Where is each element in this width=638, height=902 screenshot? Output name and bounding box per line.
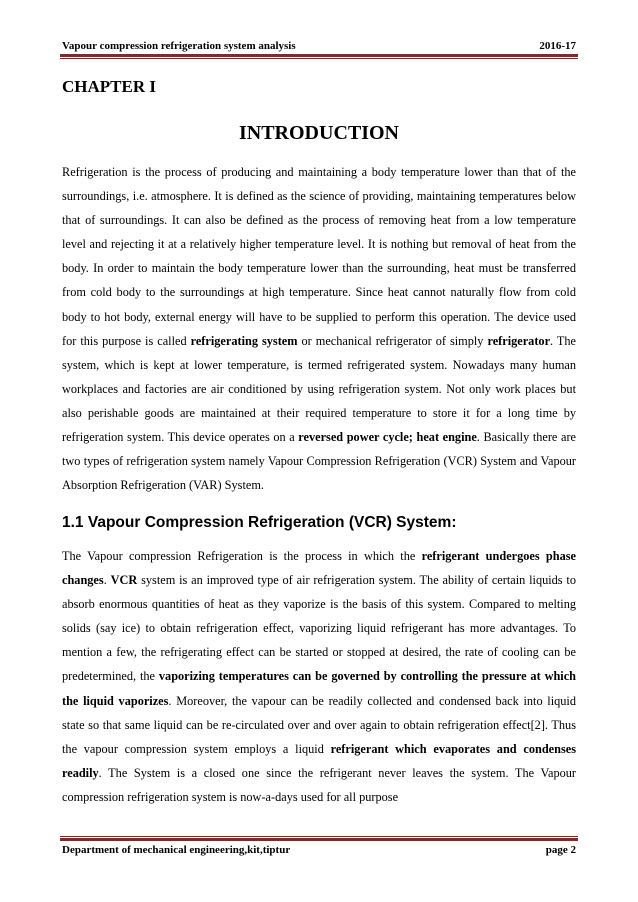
body-text: . The system, which is kept at lower temperature, is termed refrigerated system. Nowadays many human workplaces and factories are air conditioned by using refrigeration system. Not only work places but also perishable goods are maintained at their required temperature to store it for a long time by refrigeration system. This device operates on a	[62, 333, 577, 445]
header-rule	[60, 54, 578, 57]
chapter-label: CHAPTER I	[62, 77, 156, 96]
body-text: system is an improved type of air refrigeration system. The ability of certain liquids to absorb enormous quantities of heat as they vaporize is the basis of this system. Compared to melting solids (say ice) to obtain refrigeration effect, vaporizing liquid refrigerant has more advantages. To mention a few, the refrigerating effect can be started or stopped at desired, the rate of cooling can be predetermined, the	[62, 573, 576, 684]
footer-rule	[60, 838, 578, 841]
body-text: Refrigeration is the process of producing and maintaining a body temperature lower than that of the surroundings, i.e. atmosphere. It is defined as the science of providing, maintaining temperatures below that of surroundings. It can also be defined as the process of removing heat from a low temperature level and rejecting it at a relatively higher temperature level. It is nothing but removal of heat from the body. In order to maintain the body temperature lower than the surrounding, heat must be transferred from cold body to the surroundings at high temperature. Since heat cannot naturally flow from cold body to hot body, external energy will have to be supplied to perform this operation. The device used for this purpose is called	[62, 165, 576, 348]
footer-department: Department of mechanical engineering,kit,tiptur	[62, 844, 291, 856]
body-text: .	[103, 573, 111, 588]
footer-rule-thin	[60, 836, 578, 837]
body-text: . The System is a closed one since the refrigerant never leaves the system. The Vapour compression refrigeration system is now-a-days used for all purpose	[62, 765, 576, 804]
header-title: Vapour compression refrigeration system analysis	[62, 40, 296, 52]
body-text: or mechanical refrigerator of simply	[297, 333, 488, 348]
intro-paragraph	[62, 160, 576, 497]
body-text: The Vapour compression Refrigeration is the process in which the	[62, 549, 422, 563]
emphasis-text: refrigerator	[487, 333, 551, 348]
emphasis-text: vaporizing temperatures can be governed by controlling the pressure at which the liquid vaporizes	[62, 669, 576, 708]
page-title: INTRODUCTION	[238, 122, 400, 144]
page-number: page 2	[545, 844, 576, 856]
emphasis-text: refrigerant undergoes phase changes	[62, 549, 576, 588]
header-rule-thin	[60, 58, 578, 59]
body-text: . Basically there are two types of refrigeration system namely Vapour Compression Refrigeration (VCR) System and Vapour Absorption Refrigeration (VAR) System.	[62, 430, 576, 493]
header-year: 2016-17	[539, 40, 576, 52]
body-text: . Moreover, the vapour can be readily collected and condensed back into liquid state so that same liquid can be re-circulated over and over again to obtain refrigeration effect[2]. Thus the vapour compression system employs a liquid	[62, 693, 576, 756]
section-heading: 1.1 Vapour Compression Refrigeration (VCR) System:	[62, 514, 457, 531]
emphasis-text: refrigerating system	[190, 333, 298, 348]
emphasis-text: VCR	[110, 573, 138, 588]
section-paragraph	[62, 544, 576, 809]
emphasis-text: refrigerant which evaporates and condenses readily	[62, 741, 576, 780]
emphasis-text: reversed power cycle; heat engine	[298, 430, 477, 445]
